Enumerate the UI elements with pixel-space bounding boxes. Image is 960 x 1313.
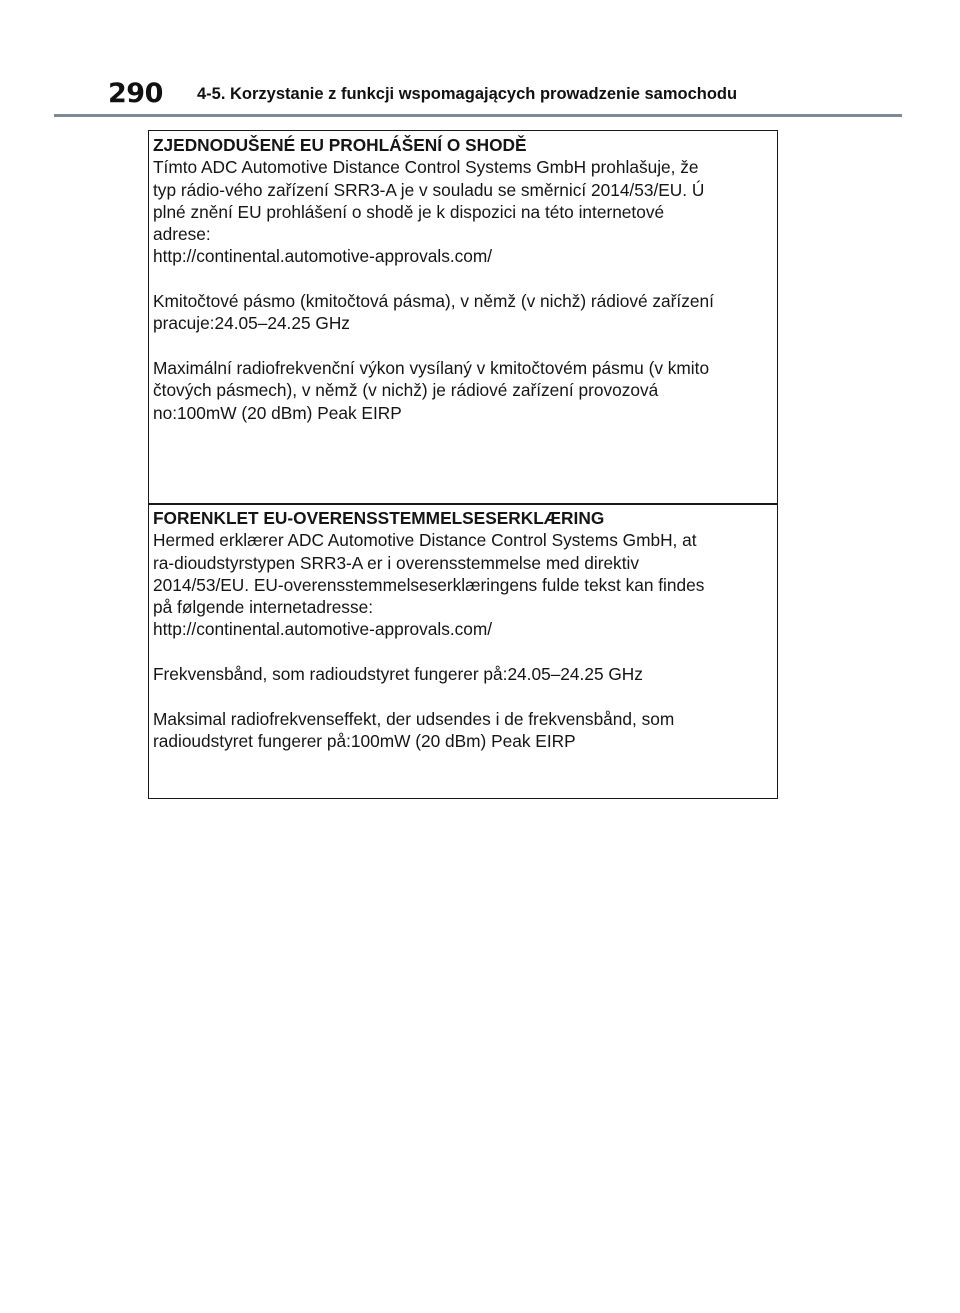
text-line: på følgende internetadresse: xyxy=(153,597,373,618)
paragraph-gap xyxy=(153,335,771,357)
text-line: radioudstyret fungerer på:100mW (20 dBm) Peak EIRP xyxy=(153,730,576,751)
text-line: no:100mW (20 dBm) Peak EIRP xyxy=(153,402,402,423)
czech-declaration-box xyxy=(148,130,778,505)
text-line: Frekvensbånd, som radioudstyret fungerer på:24.05–24.25 GHz xyxy=(153,664,643,685)
czech-frequency-paragraph xyxy=(153,290,771,335)
page-header xyxy=(108,78,908,110)
paragraph-gap xyxy=(153,641,771,663)
czech-power-paragraph xyxy=(153,357,771,424)
text-line: Maksimal radiofrekvenseffekt, der udsendes i de frekvensbånd, som xyxy=(153,708,675,729)
czech-declaration-title: ZJEDNODUŠENÉ EU PROHLÁŠENÍ O SHODĚ xyxy=(153,135,527,155)
paragraph-gap xyxy=(153,685,771,707)
page-number: 290 xyxy=(108,78,163,109)
url-line: http://continental.automotive-approvals.com/ xyxy=(153,619,493,640)
text-line: Maximální radiofrekvenční výkon vysílaný v kmitočtovém pásmu (v kmito xyxy=(153,357,710,378)
header-divider xyxy=(54,114,902,117)
text-line: ra-dioudstyrstypen SRR3-A er i overensstemmelse med direktiv xyxy=(153,552,639,573)
text-line: adrese: xyxy=(153,224,211,245)
text-line: plné znění EU prohlášení o shodě je k dispozici na této internetové xyxy=(153,201,665,222)
text-line: pracuje:24.05–24.25 GHz xyxy=(153,313,350,334)
danish-declaration-title: FORENKLET EU-OVERENSSTEMMELSESERKLÆRING xyxy=(153,508,605,528)
text-line: Kmitočtové pásmo (kmitočtová pásma), v němž (v nichž) rádiové zařízení xyxy=(153,291,714,312)
text-line: čtových pásmech), v němž (v nichž) je rádiové zařízení provozová xyxy=(153,380,659,401)
text-line: typ rádio-vého zařízení SRR3-A je v souladu se směrnicí 2014/53/EU. Ú xyxy=(153,179,705,200)
paragraph-gap xyxy=(153,268,771,290)
text-line: Hermed erklærer ADC Automotive Distance Control Systems GmbH, at xyxy=(153,530,697,551)
danish-frequency-paragraph xyxy=(153,663,771,685)
danish-declaration-box xyxy=(148,503,778,799)
text-line: Tímto ADC Automotive Distance Control Systems GmbH prohlašuje, že xyxy=(153,157,699,178)
danish-power-paragraph xyxy=(153,708,771,753)
text-line: 2014/53/EU. EU-overensstemmelseserklæringens fulde tekst kan findes xyxy=(153,574,705,595)
danish-declaration-paragraph xyxy=(153,529,771,640)
section-title: 4-5. Korzystanie z funkcji wspomagających prowadzenie samochodu xyxy=(197,85,738,103)
url-line: http://continental.automotive-approvals.com/ xyxy=(153,246,493,267)
czech-declaration-paragraph xyxy=(153,156,771,267)
